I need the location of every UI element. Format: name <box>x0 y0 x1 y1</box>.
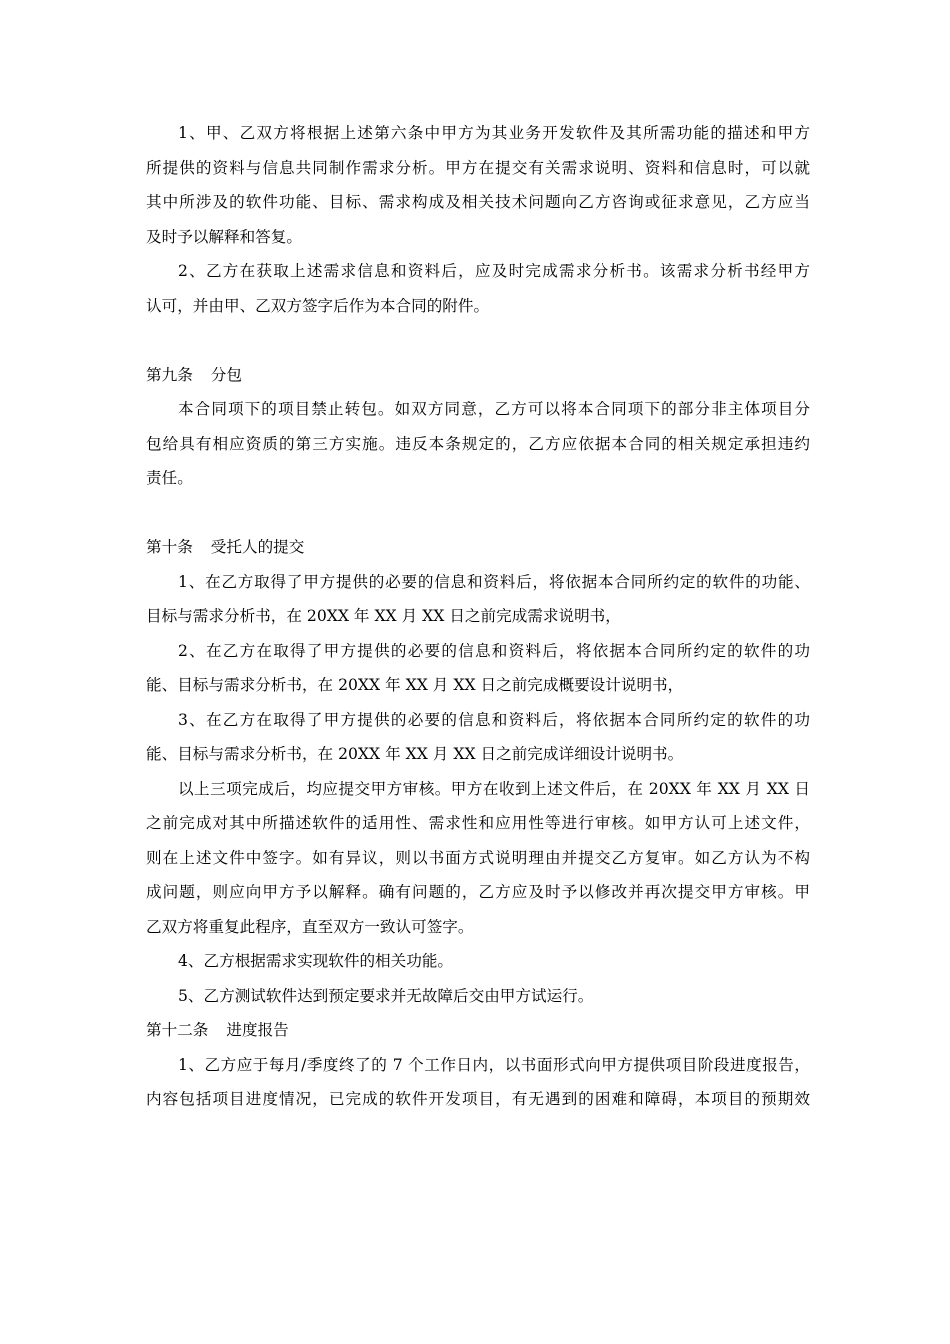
text-line: 目标与需求分析书，在 20XX 年 XX 月 XX 日之前完成需求说明书， <box>146 607 621 625</box>
text-line: 乙双方将重复此程序，直至双方一致认可签字。 <box>146 917 474 936</box>
text-line: 3、在乙方在取得了甲方提供的必要的信息和资料后，将依据本合同所约定的软件的功 <box>178 710 810 729</box>
paragraph-deliverable-1 <box>146 565 810 634</box>
text-line: 则在上述文件中签字。如有异议，则以书面方式说明理由并提交乙方复审。如乙方认为不构 <box>146 848 810 867</box>
text-line: 成问题，则应向甲方予以解释。确有问题的，乙方应及时予以修改并再次提交甲方审核。甲 <box>146 883 810 901</box>
article-number: 第十二条 <box>146 1021 209 1039</box>
paragraph-requirements-analysis <box>146 116 810 254</box>
article-title: 受托人的提交 <box>210 538 305 556</box>
article-title: 进度报告 <box>226 1021 289 1039</box>
text-line: 所提供的资料与信息共同制作需求分析。甲方在提交有关需求说明、资料和信息时，可以就 <box>146 158 810 177</box>
paragraph-deliverable-3 <box>146 703 810 772</box>
paragraph-deliverable-4 <box>146 944 810 979</box>
text-line: 2、在乙方在取得了甲方提供的必要的信息和资料后，将依据本合同所约定的软件的功 <box>178 641 810 660</box>
text-line: 4、乙方根据需求实现软件的相关功能。 <box>178 952 454 970</box>
text-line: 包给具有相应资质的第三方实施。违反本条规定的，乙方应依据本合同的相关规定承担违约 <box>146 434 810 453</box>
text-line: 5、乙方测试软件达到预定要求并无故障后交由甲方试运行。 <box>178 986 594 1005</box>
text-line: 1、甲、乙双方将根据上述第六条中甲方为其业务开发软件及其所需功能的描述和甲方 <box>178 124 810 142</box>
section-heading-article-10 <box>146 530 810 565</box>
text-line: 之前完成对其中所描述软件的适用性、需求性和应用性等进行审核。如甲方认可上述文件， <box>146 814 810 832</box>
paragraph-progress-report <box>146 1048 810 1117</box>
paragraph-deliverable-2 <box>146 634 810 703</box>
section-heading-article-12 <box>146 1013 810 1048</box>
text-line: 本合同项下的项目禁止转包。如双方同意，乙方可以将本合同项下的部分非主体项目分 <box>178 400 810 418</box>
blank-line <box>146 496 810 531</box>
text-line: 认可，并由甲、乙双方签字后作为本合同的附件。 <box>146 296 490 315</box>
text-line: 1、乙方应于每月/季度终了的 7 个工作日内，以书面形式向甲方提供项目阶段进度报告， <box>178 1055 810 1074</box>
paragraph-review-process <box>146 772 810 945</box>
article-number: 第十条 <box>146 538 193 556</box>
text-line: 及时予以解释和答复。 <box>146 227 302 246</box>
text-line: 能、目标与需求分析书，在 20XX 年 XX 月 XX 日之前完成概要设计说明书， <box>146 676 684 694</box>
paragraph-requirements-document <box>146 254 810 323</box>
text-line: 1、在乙方取得了甲方提供的必要的信息和资料后，将依据本合同所约定的软件的功能、 <box>178 572 810 591</box>
paragraph-subcontracting <box>146 392 810 496</box>
paragraph-deliverable-5 <box>146 979 810 1014</box>
text-line: 内容包括项目进度情况，已完成的软件开发项目，有无遇到的困难和障碍，本项目的预期效 <box>146 1090 810 1108</box>
document-body <box>146 116 810 1117</box>
article-number: 第九条 <box>146 365 193 384</box>
text-line: 能、目标与需求分析书，在 20XX 年 XX 月 XX 日之前完成详细设计说明书。 <box>146 745 684 763</box>
blank-line <box>146 323 810 358</box>
text-line: 2、乙方在获取上述需求信息和资料后，应及时完成需求分析书。该需求分析书经甲方 <box>178 262 810 280</box>
text-line: 其中所涉及的软件功能、目标、需求构成及相关技术问题向乙方咨询或征求意见，乙方应当 <box>146 193 810 211</box>
text-line: 以上三项完成后，均应提交甲方审核。甲方在收到上述文件后，在 20XX 年 XX 月 XX 日 <box>178 779 810 798</box>
section-heading-article-9 <box>146 358 810 393</box>
article-title: 分包 <box>210 365 242 384</box>
text-line: 责任。 <box>146 469 193 487</box>
